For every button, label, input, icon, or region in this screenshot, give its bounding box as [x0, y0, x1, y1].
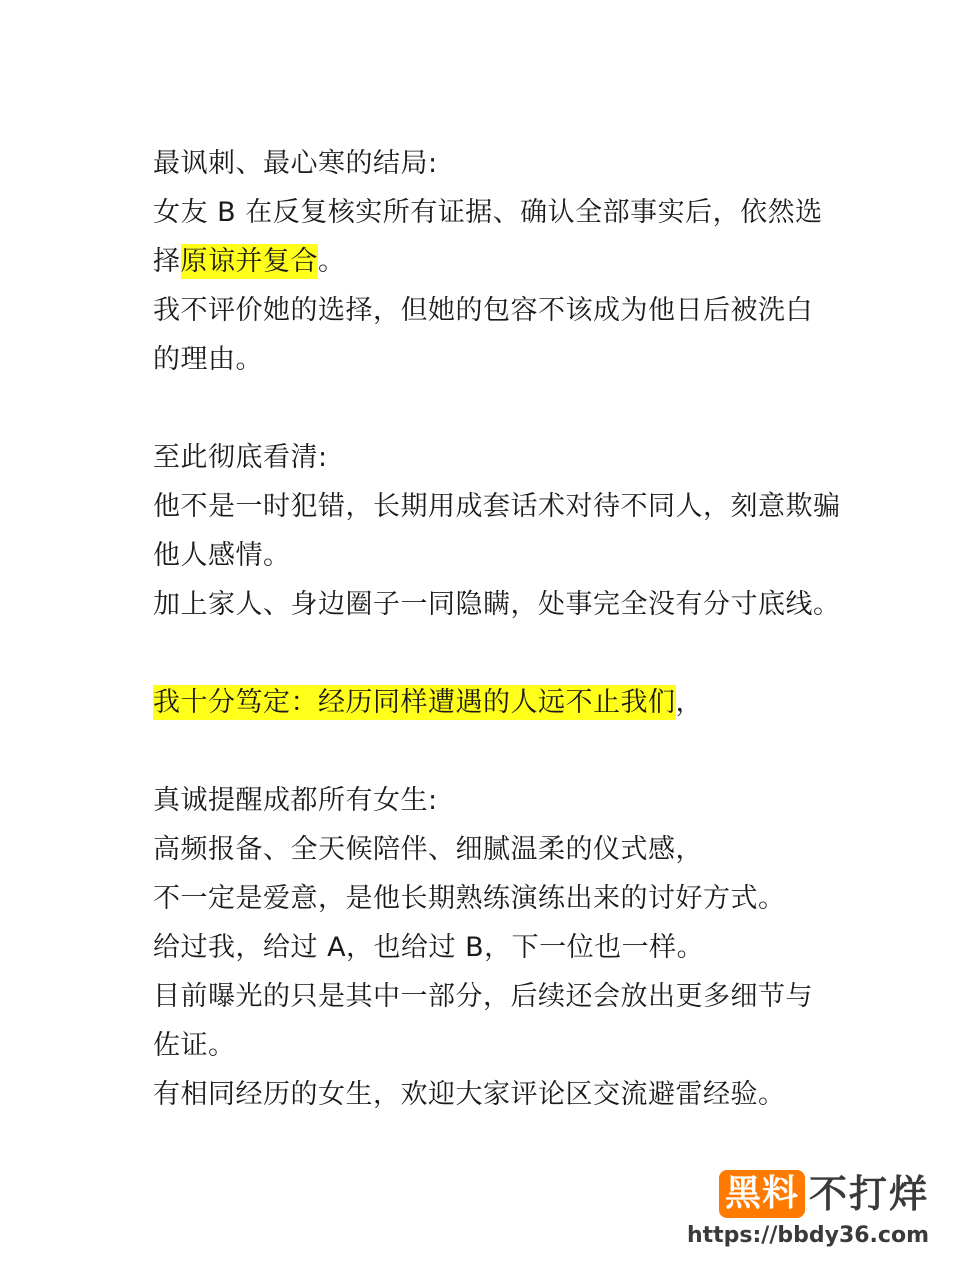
- text-segment: 加上家人、身边圈子一同隐瞒，处事完全没有分寸底线。: [153, 589, 841, 620]
- text-segment: 他人感情。: [153, 540, 291, 571]
- text-segment: 择: [153, 246, 181, 277]
- text-line: [153, 146, 438, 182]
- text-line: [153, 832, 703, 868]
- text-segment: 至此彻底看清:: [153, 442, 328, 473]
- text-segment: 真诚提醒成都所有女生:: [153, 785, 438, 816]
- text-segment: 不一定是爱意，是他长期熟练演练出来的讨好方式。: [153, 883, 786, 914]
- text-segment: 目前曝光的只是其中一部分，后续还会放出更多细节与: [153, 981, 813, 1012]
- text-line: [153, 342, 263, 378]
- text-line: [153, 783, 438, 819]
- text-segment: 我不评价她的选择，但她的包容不该成为他日后被洗白: [153, 295, 813, 326]
- text-line: [153, 881, 786, 917]
- text-segment: 给过我，给过 A，也给过 B，下一位也一样。: [153, 932, 705, 963]
- text-line: [153, 489, 841, 525]
- watermark-brand-text: 不打烊: [808, 1172, 929, 1216]
- text-line: [153, 1028, 236, 1064]
- highlighted-text: 原谅并复合: [180, 246, 318, 277]
- text-line: [153, 244, 346, 280]
- highlighted-text: 我十分笃定：经历同样遭遇的人远不止我们: [153, 687, 676, 718]
- text-line: [153, 930, 704, 966]
- text-segment: 最讽刺、最心寒的结局:: [153, 148, 438, 179]
- text-segment: 高频报备、全天候陪伴、细腻温柔的仪式感，: [153, 834, 703, 865]
- watermark: [679, 1168, 929, 1258]
- text-line: [153, 685, 703, 721]
- text-line: [153, 195, 823, 231]
- text-line: [153, 587, 841, 623]
- text-segment: 有相同经历的女生，欢迎大家评论区交流避雷经验。: [153, 1079, 786, 1110]
- text-segment: 他不是一时犯错，长期用成套话术对待不同人，刻意欺骗: [153, 491, 841, 522]
- text-line: [153, 293, 813, 329]
- text-segment: 的理由。: [153, 344, 263, 375]
- text-line: [153, 979, 813, 1015]
- text-line: [153, 440, 328, 476]
- watermark-brand-box: 黑料: [719, 1170, 805, 1218]
- text-line: [153, 1077, 786, 1113]
- text-segment: ，: [675, 687, 703, 718]
- text-segment: 。: [318, 246, 346, 277]
- watermark-url: https://bbdy36.com: [686, 1223, 929, 1248]
- text-segment: 女友 B 在反复核实所有证据、确认全部事实后，依然选: [153, 197, 823, 228]
- text-segment: 佐证。: [153, 1030, 236, 1061]
- watermark-brand: [719, 1168, 929, 1220]
- text-line: [153, 538, 291, 574]
